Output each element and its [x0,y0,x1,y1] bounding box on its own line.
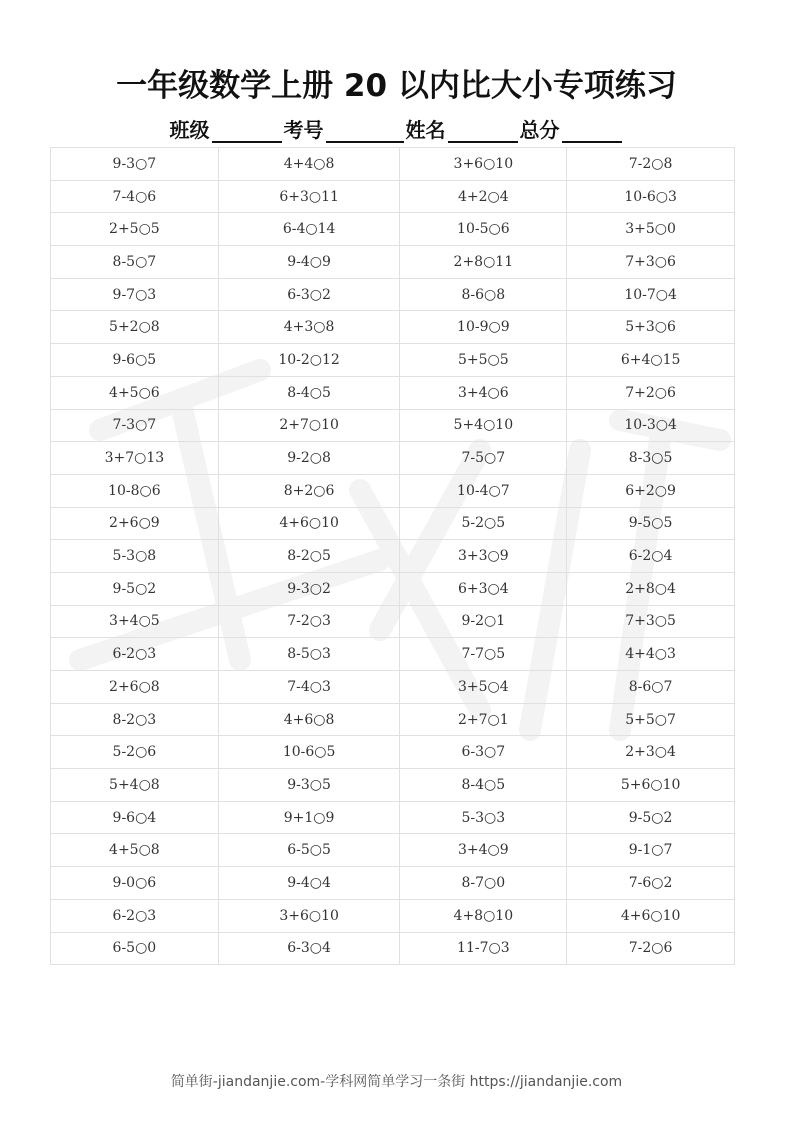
exercise-cell: 9-4○4 [218,867,400,900]
exercise-cell: 5+5○5 [400,344,567,377]
table-row [51,899,735,932]
score-label: 总分 [519,118,560,142]
table-row [51,180,735,213]
exercise-cell: 3+6○10 [218,899,400,932]
exam-number-label: 考号 [283,118,324,142]
table-row [51,246,735,279]
table-row [51,605,735,638]
exercise-cell: 3+6○10 [400,148,567,181]
exercise-cell: 6-5○0 [51,932,219,965]
exercise-cell: 10-8○6 [51,474,219,507]
exercise-cell: 8-2○3 [51,703,219,736]
table-row [51,507,735,540]
exercise-cell: 2+7○1 [400,703,567,736]
exercise-cell: 9-2○1 [400,605,567,638]
class-blank [212,121,282,143]
exercise-cell: 8+2○6 [218,474,400,507]
exercise-cell: 6-2○3 [51,638,219,671]
table-row [51,801,735,834]
exercise-cell: 8-6○8 [400,278,567,311]
exercise-cell: 5-3○8 [51,540,219,573]
table-row [51,736,735,769]
exercise-cell: 8-3○5 [567,442,735,475]
exercise-cell: 3+3○9 [400,540,567,573]
table-row [51,278,735,311]
exercise-cell: 4+4○8 [218,148,400,181]
exercise-cell: 7-2○6 [567,932,735,965]
exercise-cell: 9-3○2 [218,572,400,605]
exercise-cell: 5+3○6 [567,311,735,344]
exercise-cell: 2+6○8 [51,671,219,704]
exercise-cell: 4+2○4 [400,180,567,213]
exercise-cell: 6-3○4 [218,932,400,965]
exercise-cell: 11-7○3 [400,932,567,965]
exercise-cell: 8-5○3 [218,638,400,671]
exercise-cell: 6-2○4 [567,540,735,573]
exercise-cell: 9-6○5 [51,344,219,377]
exercise-cell: 10-3○4 [567,409,735,442]
exercise-cell: 7-7○5 [400,638,567,671]
exercise-cell: 9-3○7 [51,148,219,181]
student-info-line [0,114,793,143]
exercise-cell: 9-3○5 [218,769,400,802]
exercise-cell: 8-6○7 [567,671,735,704]
table-row [51,867,735,900]
exercise-cell: 5+4○8 [51,769,219,802]
exercise-cell: 10-9○9 [400,311,567,344]
exercise-cell: 4+6○10 [567,899,735,932]
exercise-cell: 10-5○6 [400,213,567,246]
exercise-cell: 9-7○3 [51,278,219,311]
exercise-cell: 8-7○0 [400,867,567,900]
table-row [51,834,735,867]
exercise-cell: 10-6○5 [218,736,400,769]
exercise-cell: 4+3○8 [218,311,400,344]
exercise-cell: 9-6○4 [51,801,219,834]
exercise-cell: 3+7○13 [51,442,219,475]
exercise-cell: 7-5○7 [400,442,567,475]
name-blank [448,121,518,143]
exercise-cell: 6+3○11 [218,180,400,213]
exercise-cell: 8-4○5 [218,376,400,409]
exercise-cell: 2+3○4 [567,736,735,769]
table-row [51,474,735,507]
table-row [51,769,735,802]
score-blank [562,121,622,143]
exercise-cell: 7-4○3 [218,671,400,704]
exercise-cell: 4+6○10 [218,507,400,540]
exercise-cell: 6+2○9 [567,474,735,507]
exercise-cell: 6-3○2 [218,278,400,311]
exercise-cell: 2+8○4 [567,572,735,605]
exercise-cell: 2+7○10 [218,409,400,442]
exercise-cell: 5-2○5 [400,507,567,540]
exercise-cell: 5+6○10 [567,769,735,802]
table-row [51,638,735,671]
exercise-cell: 7-4○6 [51,180,219,213]
table-row [51,703,735,736]
table-row [51,148,735,181]
table-row [51,311,735,344]
exercise-cell: 6-5○5 [218,834,400,867]
exercise-cell: 8-5○7 [51,246,219,279]
exercise-cell: 3+4○9 [400,834,567,867]
table-row [51,213,735,246]
exercise-cell: 4+4○3 [567,638,735,671]
exercise-cell: 4+6○8 [218,703,400,736]
exercise-cell: 6-2○3 [51,899,219,932]
exercise-cell: 6-3○7 [400,736,567,769]
exercise-cell: 5-2○6 [51,736,219,769]
table-row [51,442,735,475]
name-label: 姓名 [405,118,446,142]
exercise-cell: 2+6○9 [51,507,219,540]
exercise-cell: 9-4○9 [218,246,400,279]
exercise-cell: 4+5○8 [51,834,219,867]
exercise-cell: 3+5○0 [567,213,735,246]
exam-number-blank [326,121,404,143]
exercise-cell: 3+5○4 [400,671,567,704]
exercise-cell: 7+3○5 [567,605,735,638]
exercise-cell: 5+2○8 [51,311,219,344]
exercise-cell: 9+1○9 [218,801,400,834]
exercise-cell: 5-3○3 [400,801,567,834]
table-row [51,344,735,377]
exercise-table [50,147,735,965]
exercise-cell: 7+2○6 [567,376,735,409]
exercise-cell: 9-5○2 [51,572,219,605]
exercise-cell: 7-6○2 [567,867,735,900]
exercise-cell: 7-2○8 [567,148,735,181]
exercise-cell: 3+4○6 [400,376,567,409]
exercise-cell: 8-2○5 [218,540,400,573]
exercise-cell: 2+5○5 [51,213,219,246]
table-row [51,572,735,605]
exercise-cell: 4+8○10 [400,899,567,932]
exercise-cell: 7-2○3 [218,605,400,638]
exercise-cell: 9-5○5 [567,507,735,540]
table-row [51,932,735,965]
exercise-cell: 3+4○5 [51,605,219,638]
exercise-cell: 6+3○4 [400,572,567,605]
exercise-cell: 9-0○6 [51,867,219,900]
exercise-cell: 4+5○6 [51,376,219,409]
exercise-cell: 9-5○2 [567,801,735,834]
exercise-cell: 10-7○4 [567,278,735,311]
exercise-cell: 5+5○7 [567,703,735,736]
footer-source: 简单街-jiandanjie.com-学科网简单学习一条街 https://jiandanjie.com [170,1074,623,1090]
exercise-cell: 7-3○7 [51,409,219,442]
table-row [51,376,735,409]
class-label: 班级 [169,118,210,142]
table-row [51,671,735,704]
exercise-cell: 7+3○6 [567,246,735,279]
exercise-cell: 9-2○8 [218,442,400,475]
exercise-cell: 10-4○7 [400,474,567,507]
exercise-cell: 10-2○12 [218,344,400,377]
exercise-cell: 10-6○3 [567,180,735,213]
exercise-cell: 8-4○5 [400,769,567,802]
exercise-cell: 2+8○11 [400,246,567,279]
exercise-cell: 6+4○15 [567,344,735,377]
exercise-cell: 9-1○7 [567,834,735,867]
exercise-cell: 5+4○10 [400,409,567,442]
page-title: 一年级数学上册 20 以内比大小专项练习 [116,68,677,104]
table-row [51,409,735,442]
exercise-cell: 6-4○14 [218,213,400,246]
table-row [51,540,735,573]
